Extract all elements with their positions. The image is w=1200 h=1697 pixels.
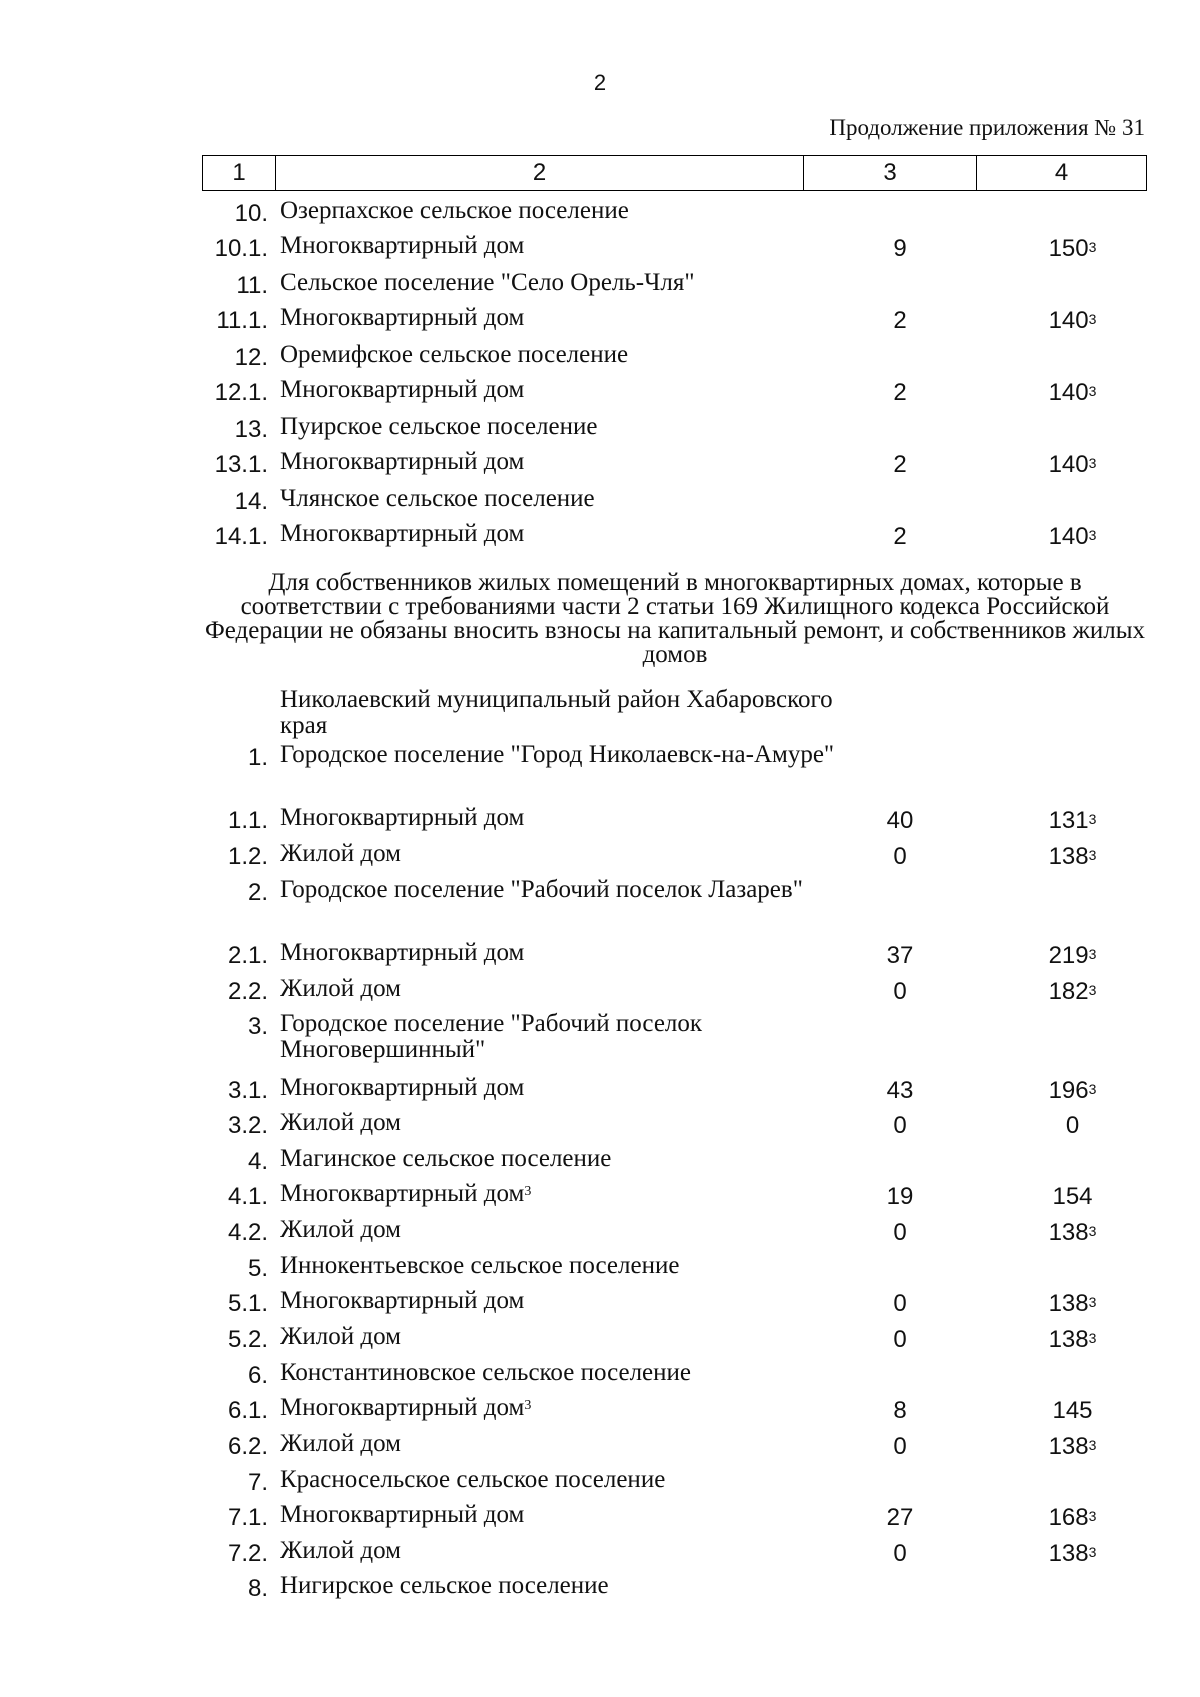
row-col-4-value: 138 [1048, 1290, 1089, 1317]
table-row [200, 1075, 1145, 1111]
row-name-text: Городское поселение "Рабочий поселок Многовершинный" [280, 1010, 703, 1063]
footnote-mark: 3 [1088, 1294, 1097, 1310]
row-number: 2. [247, 879, 268, 906]
table-row [200, 1010, 1145, 1063]
row-name-text: Многоквартирный дом [280, 1074, 525, 1101]
row-col-3: 2 [893, 379, 907, 406]
row-col-4 [1000, 1288, 1145, 1320]
row-number: 7.2. [227, 1540, 268, 1567]
row-col-3: 27 [886, 1504, 914, 1531]
row-col-4 [1000, 1431, 1145, 1463]
row-name-text: Жилой дом [280, 840, 401, 867]
row-col-4-value: 138 [1048, 1326, 1089, 1353]
row-name-text: Многоквартирный дом [280, 232, 525, 259]
row-name [280, 233, 840, 259]
row-name-text: Жилой дом [280, 1537, 401, 1564]
row-name-text: Пуирское сельское поселение [280, 413, 598, 440]
row-name-text: Многоквартирный дом [280, 1501, 525, 1528]
row-col-4-value: 140 [1048, 451, 1089, 478]
row-name [280, 1573, 840, 1599]
row-name-text: Многоквартирный дом [280, 939, 525, 966]
row-number: 1.1. [227, 807, 268, 834]
row-name [280, 198, 840, 224]
table-row [200, 1288, 1145, 1324]
row-number: 10. [234, 200, 268, 227]
row-name [280, 1324, 840, 1350]
row-name [280, 1502, 840, 1528]
footnote-mark: 3 [1088, 1508, 1097, 1524]
table-row [200, 521, 1145, 557]
row-name [280, 1181, 840, 1207]
row-col-4 [1000, 841, 1145, 873]
row-col-4-value: 0 [1065, 1112, 1080, 1139]
row-name-text: Сельское поселение "Село Орель-Чля" [280, 269, 695, 296]
row-col-4 [1000, 1217, 1145, 1249]
row-col-4-value: 138 [1048, 1433, 1089, 1460]
row-col-4-value: 182 [1048, 978, 1089, 1005]
table-row [200, 414, 1145, 450]
row-name [280, 486, 840, 512]
footnote-mark: 3 [524, 1184, 532, 1199]
row-name [280, 270, 840, 296]
row-col-3: 0 [893, 1290, 907, 1317]
row-col-4-value: 140 [1048, 379, 1089, 406]
table-row [200, 1110, 1145, 1146]
table-row [200, 198, 1145, 234]
table-row [200, 1181, 1145, 1217]
row-number: 11. [236, 272, 268, 299]
row-number: 6. [247, 1362, 268, 1389]
row-col-3: 0 [893, 978, 907, 1005]
row-name-text: Многоквартирный дом [280, 376, 525, 403]
row-name [280, 940, 840, 966]
footnote-mark: 3 [1088, 311, 1097, 327]
row-col-3: 0 [893, 843, 907, 870]
row-number: 13. [234, 416, 268, 443]
row-col-4 [1000, 1502, 1145, 1534]
row-col-4-value: 154 [1052, 1183, 1093, 1210]
row-number: 2.2. [227, 978, 268, 1005]
row-name-text: Многоквартирный дом [280, 1180, 525, 1207]
row-number: 3.2. [227, 1112, 268, 1139]
row-number: 12. [234, 344, 268, 371]
row-name [280, 1011, 840, 1063]
row-col-4-value: 140 [1048, 523, 1089, 550]
page-number: 2 [593, 70, 607, 95]
row-name [280, 1467, 840, 1493]
table-row [200, 805, 1145, 841]
row-name-text: Озерпахское сельское поселение [280, 197, 629, 224]
row-name-text: Жилой дом [280, 975, 401, 1002]
row-name [280, 1395, 840, 1421]
row-col-3: 0 [893, 1219, 907, 1246]
row-col-3: 0 [893, 1433, 907, 1460]
row-col-4-value: 168 [1048, 1504, 1089, 1531]
row-name-text: Жилой дом [280, 1323, 401, 1350]
table-row [200, 1360, 1145, 1396]
row-number: 5.1. [227, 1290, 268, 1317]
table-row [200, 1217, 1145, 1253]
row-number: 3.1. [227, 1077, 268, 1104]
row-number: 14. [234, 488, 268, 515]
table-row [200, 342, 1145, 378]
table-row [200, 976, 1145, 1012]
row-number: 4.1. [227, 1183, 268, 1210]
row-col-3: 8 [893, 1397, 907, 1424]
row-number: 14.1. [214, 523, 268, 550]
row-number: 10.1. [214, 235, 268, 262]
row-number: 1. [247, 744, 268, 771]
table-row [200, 742, 1145, 778]
row-col-4 [1000, 940, 1145, 972]
section-title: Для собственников жилых помещений в многоквартирных домах, которые в соответствии с требованиями части 2 статьи 169 Жилищного кодекса Российской Федерации не обязаны вносить взносы на капитальный ремонт, и собственников жилых домов [204, 569, 1145, 668]
row-number: 1.2. [227, 843, 268, 870]
row-number: 7.1. [227, 1504, 268, 1531]
footnote-mark: 3 [1088, 1330, 1097, 1346]
table-row [200, 270, 1145, 306]
row-name [280, 377, 840, 403]
row-number: 6.1. [227, 1397, 268, 1424]
header-col-4: 4 [1054, 159, 1069, 186]
row-col-3: 0 [893, 1326, 907, 1353]
row-col-4-value: 138 [1048, 1219, 1089, 1246]
table-row [200, 940, 1145, 976]
row-col-4-value: 138 [1048, 1540, 1089, 1567]
table-row [200, 233, 1145, 269]
row-col-4-value: 138 [1048, 843, 1089, 870]
row-number: 4.2. [227, 1219, 268, 1246]
district-row [200, 686, 1145, 739]
row-col-4 [1000, 1110, 1145, 1142]
row-name [280, 841, 840, 867]
row-col-3: 2 [893, 523, 907, 550]
row-name [280, 1146, 840, 1172]
row-name [280, 305, 840, 331]
row-number: 12.1. [214, 379, 268, 406]
row-col-4 [1000, 976, 1145, 1008]
row-col-4-value: 131 [1048, 807, 1089, 834]
row-number: 5. [247, 1255, 268, 1282]
table-row [200, 1324, 1145, 1360]
row-number: 8. [247, 1575, 268, 1602]
row-name [280, 342, 840, 368]
row-name-text: Красносельское сельское поселение [280, 1466, 666, 1493]
row-name [280, 1431, 840, 1457]
row-name [280, 1217, 840, 1243]
row-name-text: Многоквартирный дом [280, 1394, 525, 1421]
table-row [200, 877, 1145, 913]
row-col-4 [1000, 1324, 1145, 1356]
table-row [200, 1573, 1145, 1609]
table-row [200, 486, 1145, 522]
footnote-mark: 3 [1088, 239, 1097, 255]
row-col-4 [1000, 1395, 1145, 1427]
footnote-mark: 3 [524, 1398, 532, 1413]
row-name-text: Многоквартирный дом [280, 448, 525, 475]
row-name [280, 521, 840, 547]
row-col-4-value: 196 [1048, 1077, 1089, 1104]
table-row [200, 449, 1145, 485]
header-col-2: 2 [276, 156, 804, 190]
row-col-3: 2 [893, 307, 907, 334]
row-col-4-value: 145 [1052, 1397, 1093, 1424]
row-col-4-value: 219 [1048, 942, 1089, 969]
row-number: 2.1. [227, 942, 268, 969]
row-number: 6.2. [227, 1433, 268, 1460]
row-name [280, 414, 840, 440]
table-row [200, 1395, 1145, 1431]
table-row [200, 1467, 1145, 1503]
row-name-text: Городское поселение "Город Николаевск-на-Амуре" [280, 741, 835, 768]
row-col-4 [1000, 1538, 1145, 1570]
row-number: 5.2. [227, 1326, 268, 1353]
header-col-1: 1 [203, 156, 276, 190]
row-name-text: Константиновское сельское поселение [280, 1359, 691, 1386]
table-header [202, 155, 1147, 191]
footnote-mark: 3 [1088, 383, 1097, 399]
row-name-text: Жилой дом [280, 1430, 401, 1457]
row-name [280, 1538, 840, 1564]
row-name [280, 742, 840, 768]
row-col-4 [1000, 805, 1145, 837]
row-number: 13.1. [214, 451, 268, 478]
table-row [200, 1146, 1145, 1182]
row-name [280, 877, 840, 903]
row-col-3: 0 [893, 1112, 907, 1139]
row-col-3: 19 [886, 1183, 914, 1210]
row-name [280, 449, 840, 475]
row-name-text: Многоквартирный дом [280, 804, 525, 831]
row-name-text: Многоквартирный дом [280, 520, 525, 547]
table-row [200, 1431, 1145, 1467]
row-number: 4. [247, 1148, 268, 1175]
row-col-3: 40 [886, 807, 914, 834]
row-col-3: 0 [893, 1540, 907, 1567]
footnote-mark: 3 [1088, 1437, 1097, 1453]
row-col-3: 2 [893, 451, 907, 478]
row-col-3: 37 [886, 942, 914, 969]
row-name-text: Оремифское сельское поселение [280, 341, 629, 368]
row-name-text: Многоквартирный дом [280, 1287, 525, 1314]
row-col-4 [1000, 305, 1145, 337]
row-col-3: 9 [893, 235, 907, 262]
footnote-mark: 3 [1088, 1223, 1097, 1239]
table-row [200, 305, 1145, 341]
row-name [280, 976, 840, 1002]
row-number: 3. [247, 1013, 268, 1040]
row-name-text: Многоквартирный дом [280, 304, 525, 331]
row-name [280, 1075, 840, 1101]
row-name-text: Иннокентьевское сельское поселение [280, 1252, 680, 1279]
footnote-mark: 3 [1088, 946, 1097, 962]
row-col-4 [1000, 233, 1145, 265]
table-row [200, 841, 1145, 877]
row-name [280, 1288, 840, 1314]
district-name: Николаевский муниципальный район Хабаровского края [280, 686, 833, 739]
table-row [200, 1538, 1145, 1574]
row-name-text: Жилой дом [280, 1216, 401, 1243]
row-col-4 [1000, 1075, 1145, 1107]
row-name [280, 1253, 840, 1279]
row-name [280, 805, 840, 831]
row-col-4-value: 150 [1048, 235, 1089, 262]
row-name-text: Магинское сельское поселение [280, 1145, 612, 1172]
row-name-text: Нигирское сельское поселение [280, 1572, 609, 1599]
row-col-4 [1000, 521, 1145, 553]
table-row [200, 377, 1145, 413]
continuation-label: Продолжение приложения № 31 [829, 115, 1145, 140]
row-number: 11.1. [216, 307, 268, 334]
row-name [280, 1110, 840, 1136]
footnote-mark: 3 [1088, 1081, 1097, 1097]
footnote-mark: 3 [1088, 811, 1097, 827]
footnote-mark: 3 [1088, 455, 1097, 471]
footnote-mark: 3 [1088, 1544, 1097, 1560]
row-col-4 [1000, 449, 1145, 481]
row-name-text: Жилой дом [280, 1109, 401, 1136]
footnote-mark: 3 [1088, 847, 1097, 863]
header-col-3: 3 [804, 156, 977, 190]
row-name-text: Городское поселение "Рабочий поселок Лазарев" [280, 876, 803, 903]
row-col-3: 43 [886, 1077, 914, 1104]
row-col-4 [1000, 1181, 1145, 1213]
footnote-mark: 3 [1088, 527, 1097, 543]
row-name-text: Члянское сельское поселение [280, 485, 595, 512]
row-col-4 [1000, 377, 1145, 409]
row-col-4-value: 140 [1048, 307, 1089, 334]
row-number: 7. [247, 1469, 268, 1496]
footnote-mark: 3 [1088, 982, 1097, 998]
table-row [200, 1253, 1145, 1289]
row-name [280, 1360, 840, 1386]
table-row [200, 1502, 1145, 1538]
